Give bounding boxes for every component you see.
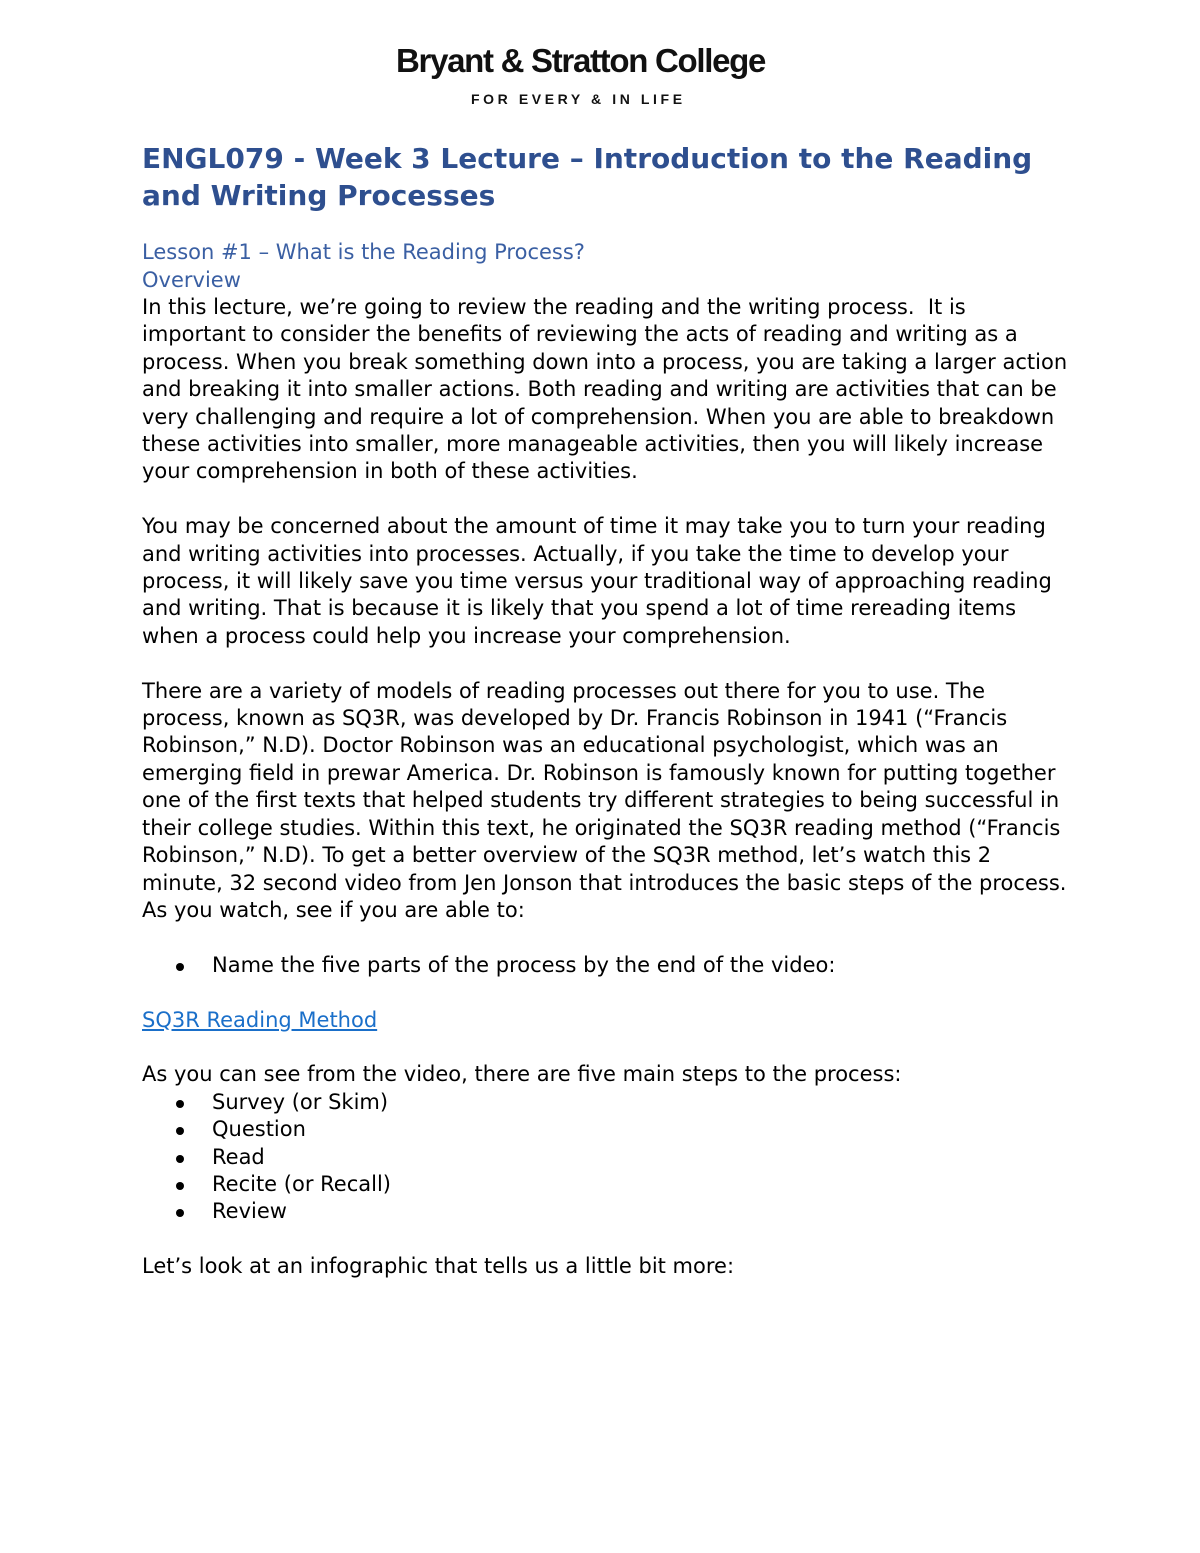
list-item bbox=[142, 1089, 1072, 1116]
bullet-icon bbox=[176, 963, 184, 971]
list-item-text: Recite (or Recall) bbox=[212, 1171, 391, 1196]
list-item bbox=[142, 1116, 1072, 1143]
list-item bbox=[142, 1198, 1072, 1225]
list-item-text: Review bbox=[212, 1199, 287, 1224]
list-item-text: Question bbox=[212, 1117, 306, 1142]
paragraph-intro: In this lecture, we’re going to review the reading and the writing process. It is important to consider the benefits of reviewing the acts of reading and writing as a process. When you break something down into a process, you are taking a larger action and breaking it into smaller actions. Both reading and writing are activities that can be very challenging and require a lot of comprehension. When you are able to breakdown these activities into smaller, more manageable activities, then you will likely increase your comprehension in both of these activities. bbox=[142, 295, 1074, 484]
bullet-icon bbox=[176, 1182, 184, 1190]
steps-list bbox=[142, 1089, 1072, 1226]
paragraph-steps-intro: As you can see from the video, there are five main steps to the process: bbox=[142, 1062, 902, 1087]
bullet-icon bbox=[176, 1100, 184, 1108]
logo-name: Bryant & Stratton College bbox=[396, 42, 766, 79]
list-item-text: Read bbox=[212, 1144, 265, 1169]
bullet-icon bbox=[176, 1209, 184, 1217]
list-item bbox=[142, 1144, 1072, 1171]
list-item bbox=[142, 1171, 1072, 1198]
logo-tagline: FOR EVERY & IN LIFE bbox=[471, 91, 686, 107]
overview-heading: Overview bbox=[142, 268, 241, 292]
paragraph-sq3r-history: There are a variety of models of reading processes out there for you to use. The process, known as SQ3R, was developed by Dr. Francis Robinson in 1941 (“Francis Robinson,” N.D). Doctor Robinson was an educational psychologist, which was an emerging field in prewar America. Dr. Robinson is famously known for putting together one of the first texts that helped students try different strategies to being successful in their college studies. Within this text, he originated the SQ3R reading method (“Francis Robinson,” N.D). To get a better overview of the SQ3R method, let’s watch this 2 minute, 32 second video from Jen Jonson that introduces the basic steps of the process. As you watch, see if you are able to: bbox=[142, 678, 1074, 922]
bullet-icon bbox=[176, 1155, 184, 1163]
paragraph-infographic: Let’s look at an infographic that tells us a little bit more: bbox=[142, 1254, 735, 1279]
paragraph-time: You may be concerned about the amount of time it may take you to turn your reading and writing activities into processes. Actually, if you take the time to develop your process, it will likely save you time versus your traditional way of approaching reading and writing. That is because it is likely that you spend a lot of time rereading items when a process could help you increase your comprehension. bbox=[142, 514, 1059, 648]
watch-goal-list bbox=[142, 952, 1072, 979]
list-item bbox=[142, 952, 1072, 979]
page-title: ENGL079 - Week 3 Lecture – Introduction to the Reading and Writing Processes bbox=[142, 142, 1033, 212]
bullet-icon bbox=[176, 1127, 184, 1135]
list-item-text: Survey (or Skim) bbox=[212, 1089, 389, 1114]
list-item-text: Name the five parts of the process by the end of the video: bbox=[212, 952, 836, 977]
lesson-heading: Lesson #1 – What is the Reading Process? bbox=[142, 240, 585, 264]
video-link[interactable]: SQ3R Reading Method bbox=[142, 1007, 378, 1032]
document-body bbox=[142, 140, 1072, 1281]
